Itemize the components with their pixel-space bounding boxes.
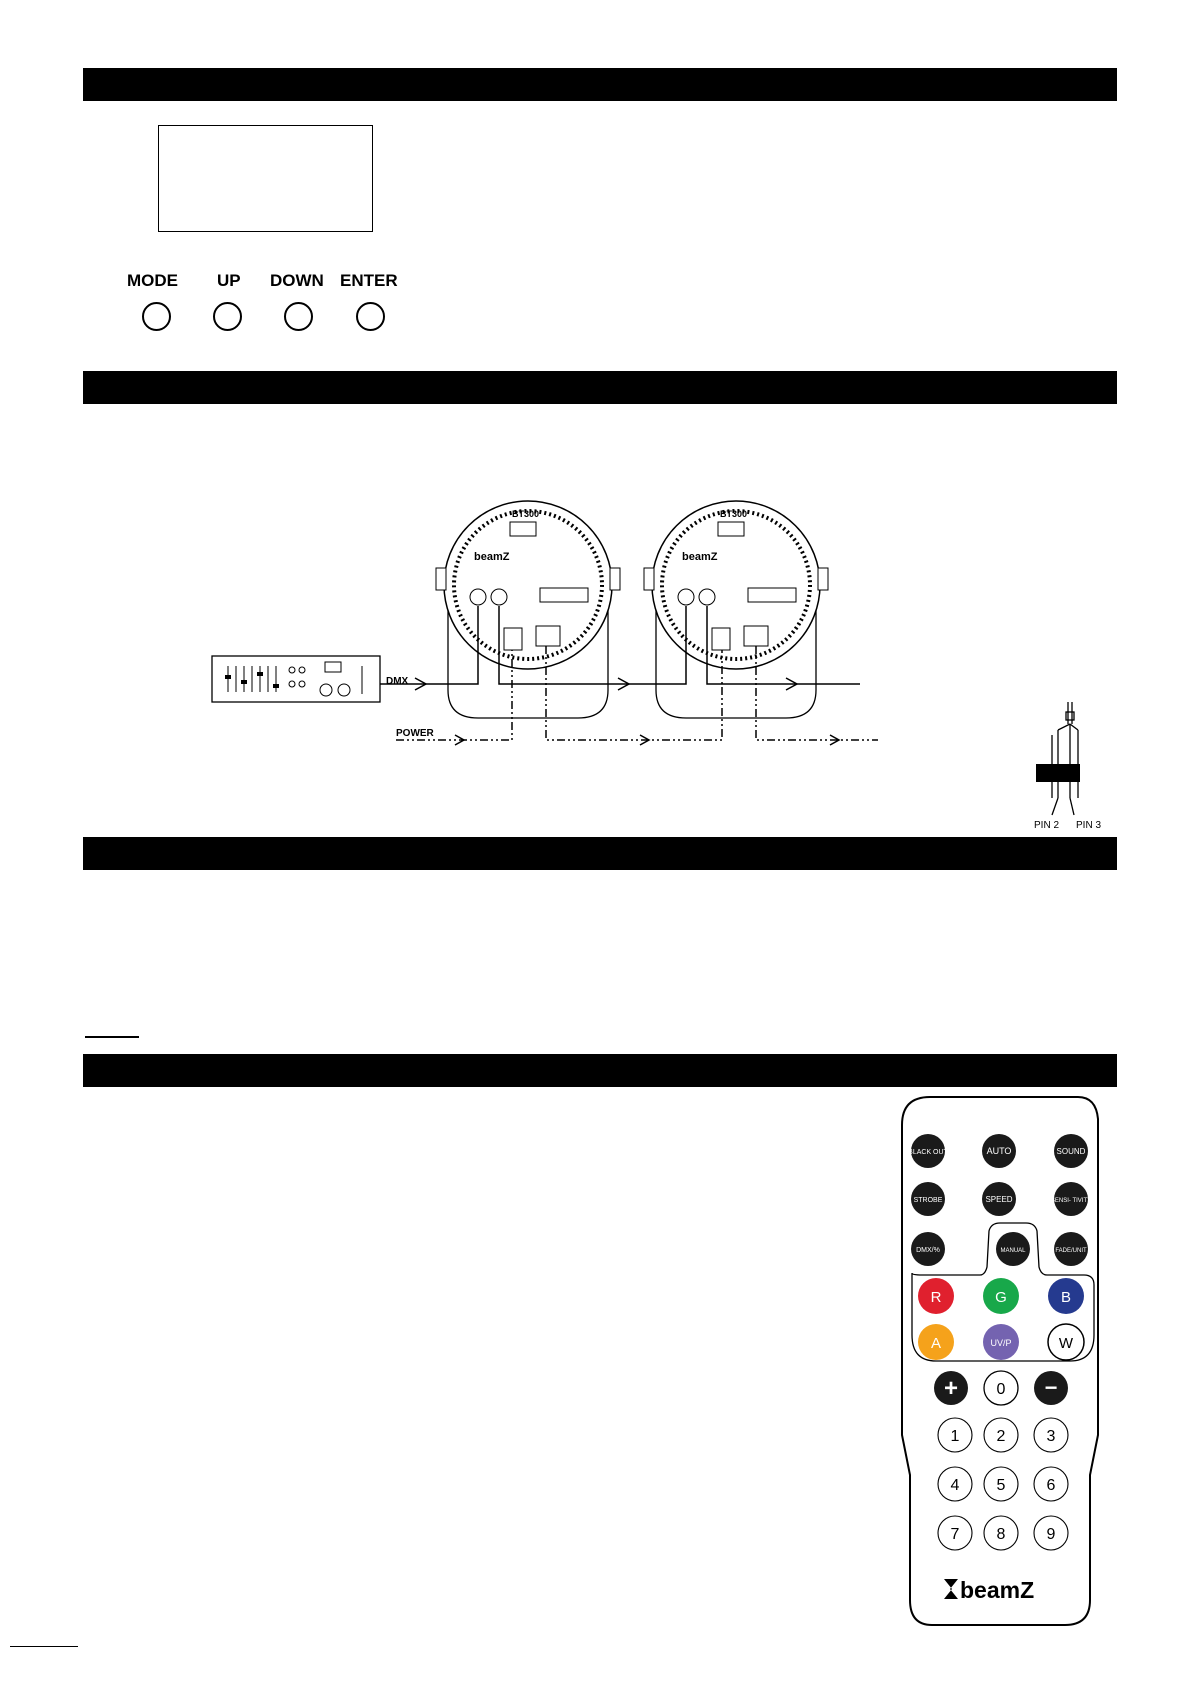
plus-label: +	[943, 1375, 959, 1402]
amber-label: A	[930, 1335, 942, 1352]
manual-label: MANUAL	[1000, 1248, 1026, 1254]
mode-label: MODE	[127, 271, 178, 290]
power-path	[396, 646, 878, 740]
digit-1-label: 1	[950, 1428, 960, 1445]
xlr-resistor-band	[1036, 764, 1080, 782]
digit-4-label: 4	[950, 1477, 960, 1494]
down-label: DOWN	[270, 271, 324, 290]
blackout-label: BLACK OUT	[908, 1149, 948, 1156]
speed-label: SPEED	[985, 1195, 1013, 1204]
power-label: POWER	[396, 728, 434, 739]
up-label: UP	[217, 271, 241, 290]
sensitivity-label: SENSI- TIVITY	[1050, 1198, 1092, 1204]
digit-5-label: 5	[996, 1477, 1006, 1494]
fixture-1-brand: beamZ	[474, 551, 510, 563]
dmx-controller	[212, 656, 380, 702]
digit-7-label: 7	[950, 1526, 960, 1543]
par-fixture-2	[644, 501, 828, 718]
minus-label: −	[1044, 1375, 1058, 1400]
auto-label: AUTO	[986, 1146, 1012, 1156]
fixture-2-model: BT300	[720, 509, 748, 519]
pin3-label: PIN 3	[1076, 820, 1102, 831]
blue-label: B	[1060, 1289, 1072, 1306]
digit-0-label: 0	[996, 1381, 1006, 1398]
strobe-label: STROBE	[913, 1197, 943, 1204]
section-header-bar-4	[83, 1054, 1117, 1087]
digit-6-label: 6	[1046, 1477, 1056, 1494]
section-header-bar-3	[83, 837, 1117, 870]
digit-9-label: 9	[1046, 1526, 1056, 1543]
red-label: R	[930, 1289, 942, 1306]
digit-3-label: 3	[1046, 1428, 1056, 1445]
dmx-label: DMX	[386, 676, 409, 687]
fade-unit-label: FADE/UNIT	[1055, 1248, 1087, 1254]
remote-brand-label: beamZ	[960, 1577, 1035, 1603]
digit-8-label: 8	[996, 1526, 1006, 1543]
footer-line	[10, 1646, 78, 1647]
white-label: W	[1058, 1335, 1074, 1352]
uv-p-label: UV/P	[990, 1338, 1012, 1348]
digit-2-label: 2	[996, 1428, 1006, 1445]
dmx-connection-diagram	[0, 0, 1191, 840]
green-label: G	[995, 1289, 1007, 1306]
fixture-2-brand: beamZ	[682, 551, 718, 563]
xlr-terminator	[1052, 702, 1078, 815]
note-underline	[85, 1036, 139, 1038]
sound-label: SOUND	[1056, 1147, 1086, 1156]
enter-label: ENTER	[340, 271, 398, 290]
par-fixture-1	[436, 501, 620, 718]
dmx-percent-label: DMX/%	[916, 1247, 940, 1254]
fixture-1-model: BT300	[512, 509, 540, 519]
pin2-label: PIN 2	[1034, 820, 1060, 831]
ir-remote	[900, 1095, 1110, 1630]
